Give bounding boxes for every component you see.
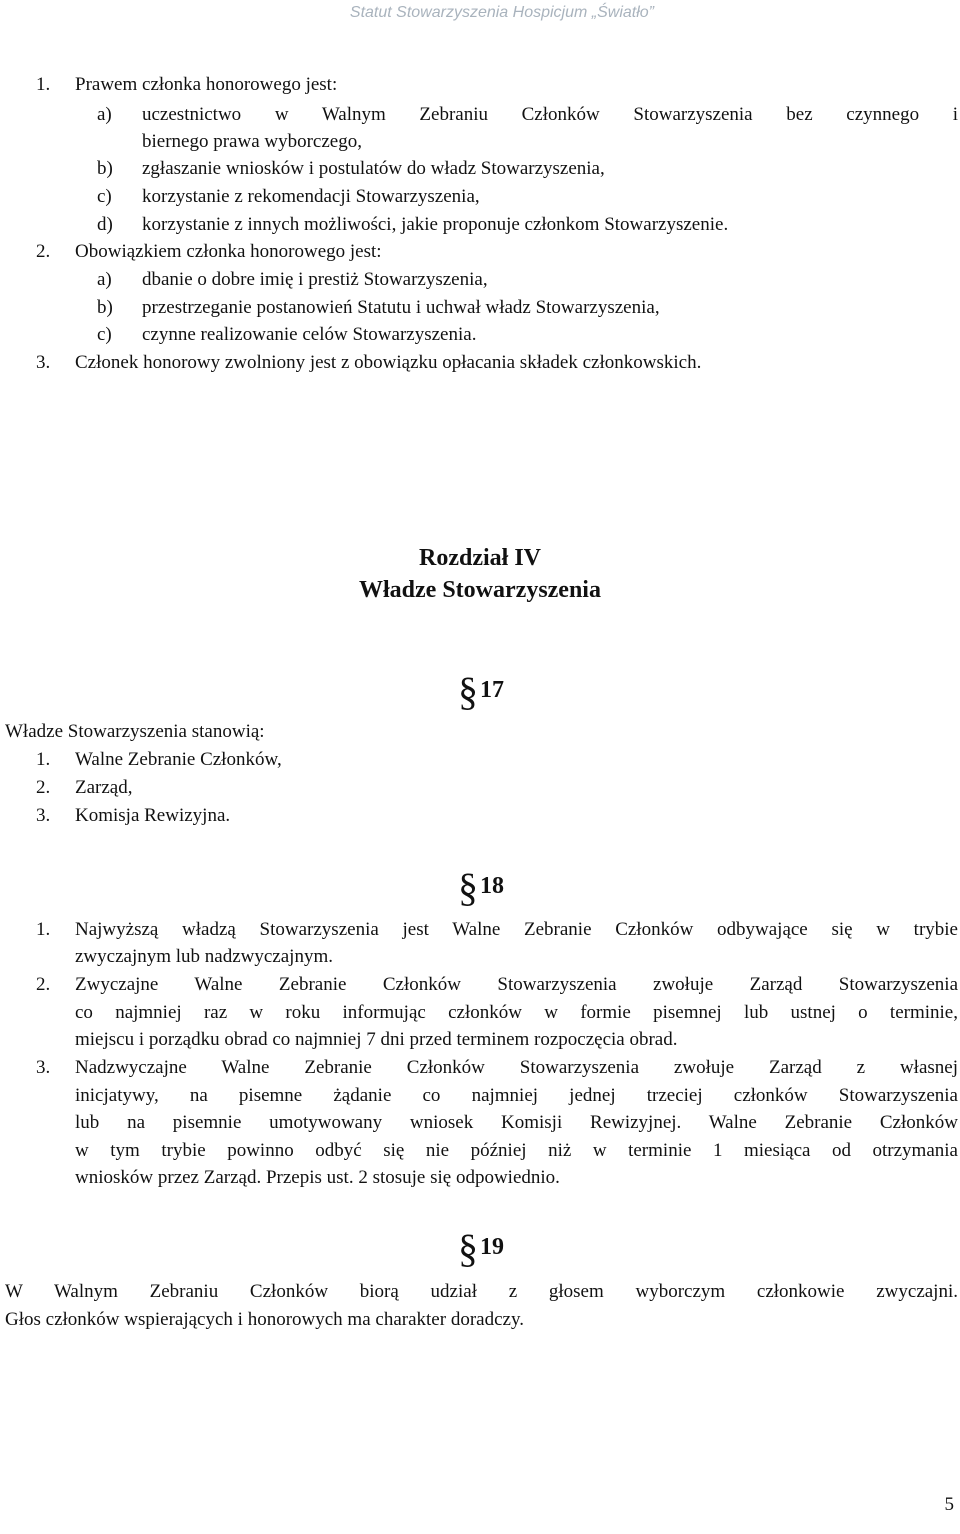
item-number: 3. — [36, 352, 51, 373]
item-number: 2. — [36, 777, 51, 798]
item-number: 1. — [36, 749, 51, 770]
item-text: Obowiązkiem członka honorowego jest: — [75, 241, 382, 262]
item-label: d) — [97, 214, 113, 235]
item-number: 3. — [36, 805, 51, 826]
item-text: Prawem członka honorowego jest: — [75, 74, 338, 95]
item-text: dbanie o dobre imię i prestiż Stowarzyszenia, — [142, 269, 488, 290]
page-number: 5 — [944, 1494, 954, 1515]
item-text: Zarząd, — [75, 777, 133, 798]
paragraph-number: 17 — [480, 677, 504, 703]
document-header: Statut Stowarzyszenia Hospicjum „Światło” — [349, 4, 654, 21]
chapter-subtitle: Władze Stowarzyszenia — [359, 577, 601, 603]
item-line: Nadzwyczajne Walne Zebranie Członków Stowarzyszenia zwołuje Zarząd z własnej — [75, 1057, 958, 1078]
item-line: zwyczajnym lub nadzwyczajnym. — [75, 946, 333, 967]
paragraph-line: Głos członków wspierających i honorowych ma charakter doradczy. — [5, 1309, 524, 1330]
item-label: b) — [97, 297, 113, 318]
item-number: 1. — [36, 74, 51, 95]
item-text: czynne realizowanie celów Stowarzyszenia. — [142, 324, 477, 345]
item-label: a) — [97, 104, 112, 125]
paragraph-number: 18 — [480, 873, 504, 899]
chapter-title: Rozdział IV — [419, 545, 541, 571]
item-number: 1. — [36, 919, 51, 940]
item-number: 3. — [36, 1057, 51, 1078]
item-text: korzystanie z innych możliwości, jakie proponuje członkom Stowarzyszenie. — [142, 214, 729, 235]
paragraph-line: W Walnym Zebraniu Członków biorą udział z głosem wyborczym członkowie zwyczajni. — [5, 1281, 958, 1302]
section-sign: § — [458, 1226, 478, 1271]
item-label: b) — [97, 158, 113, 179]
item-text: przestrzeganie postanowień Statutu i uchwał władz Stowarzyszenia, — [142, 297, 660, 318]
item-line: miejscu i porządku obrad co najmniej 7 dni przed terminem rozpoczęcia obrad. — [75, 1029, 678, 1050]
item-text: Członek honorowy zwolniony jest z obowiązku opłacania składek członkowskich. — [75, 352, 702, 373]
item-text: korzystanie z rekomendacji Stowarzyszenia, — [142, 186, 480, 207]
item-number: 2. — [36, 974, 51, 995]
item-label: a) — [97, 269, 112, 290]
item-text: Walne Zebranie Członków, — [75, 749, 282, 770]
paragraph-intro: Władze Stowarzyszenia stanowią: — [5, 721, 265, 742]
section-sign: § — [458, 669, 478, 714]
item-number: 2. — [36, 241, 51, 262]
item-line: Zwyczajne Walne Zebranie Członków Stowarzyszenia zwołuje Zarząd Stowarzyszenia — [75, 974, 958, 995]
item-line: co najmniej raz w roku informując członków w formie pisemnej lub ustnej o terminie, — [75, 1002, 958, 1023]
item-line: Najwyższą władzą Stowarzyszenia jest Walne Zebranie Członków odbywające się w trybie — [75, 919, 958, 940]
paragraph-number: 19 — [480, 1234, 504, 1260]
item-line: wniosków przez Zarząd. Przepis ust. 2 stosuje się odpowiednio. — [75, 1167, 560, 1188]
item-text: uczestnictwo w Walnym Zebraniu Członków Stowarzyszenia bez czynnego i — [142, 104, 958, 125]
item-text: biernego prawa wyborczego, — [142, 131, 362, 152]
section-sign: § — [458, 865, 478, 910]
item-label: c) — [97, 186, 112, 207]
item-line: w tym trybie powinno odbyć się nie później niż w terminie 1 miesiąca od otrzymania — [75, 1140, 958, 1161]
paragraph-heading — [458, 856, 504, 910]
paragraph-heading — [458, 660, 504, 714]
paragraph-heading — [458, 1217, 504, 1271]
item-label: c) — [97, 324, 112, 345]
item-line: lub na pisemnie umotywowany wniosek Komisji Rewizyjnej. Walne Zebranie Członków — [75, 1112, 958, 1133]
item-text: Komisja Rewizyjna. — [75, 805, 231, 826]
item-text: zgłaszanie wniosków i postulatów do władz Stowarzyszenia, — [142, 158, 605, 179]
item-line: inicjatywy, na pisemne żądanie co najmniej jednej trzeciej członków Stowarzyszenia — [75, 1085, 958, 1106]
